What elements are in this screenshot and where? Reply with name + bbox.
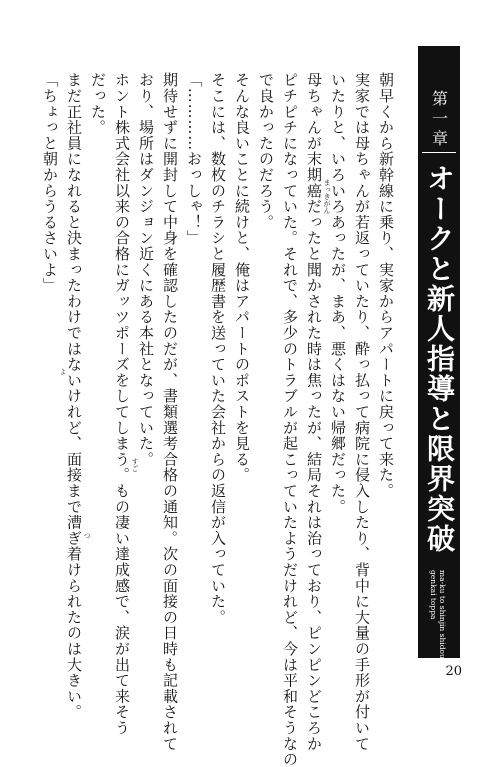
text-column-3: いたりと、いろいろあったが、まあ、悪くはない帰郷だった。: [329, 72, 347, 515]
text-column-4: 母ちゃんが末期癌だったと聞かされた時は焦ったが、結局それは治っており、ピンピンどころか: [305, 72, 323, 752]
chapter-number: 第一章: [429, 90, 449, 150]
chapter-romaji-line1: ma-ku to shinjin shidou to: [438, 570, 447, 669]
text-column-2: 実家では母ちゃんが若返っていたり、酔っ払って病院に侵入したり、背中に大量の手形が付いて: [353, 72, 371, 752]
ruby-gan: がん: [323, 200, 331, 214]
chapter-banner: [418, 46, 460, 669]
chapter-romaji-line2: genkai toppa: [429, 570, 438, 620]
page-number: 20: [445, 664, 462, 679]
ruby-tsu: つ: [83, 532, 91, 539]
text-column-11: おり、場所はダンジョン近くにある本社となっていた。: [137, 72, 155, 467]
text-column-5: ピチピチになっていた。それで、多少のトラブルが起こっていたようだけれど、今は平和そうなの: [281, 72, 299, 767]
ruby-yo: よ: [59, 368, 67, 375]
chapter-title: オークと新人指導と限界突破: [423, 164, 456, 554]
text-column-8: そこには、数枚のチラシと履歴書を送っていた会社からの返信が入っていた。: [209, 72, 227, 625]
text-column-12: ホント株式会社以来の合格にガッツポーズをしてしまう。もの凄い達成感で、涙が出て来そう: [113, 72, 131, 736]
text-column-14: まだ正社員になれると決まったわけではないけれど、面接まで漕ぎ着けられたのは大きい。: [65, 72, 83, 720]
text-column-15: 「ちょっと朝からうるさいよ」: [41, 72, 59, 294]
text-column-13: だった。: [89, 72, 107, 136]
text-column-7: そんな良いことに続けと、俺はアパートのポストを見る。: [233, 72, 251, 483]
text-column-1: 朝早くから新幹線に乗り、実家からアパートに戻って来た。: [377, 72, 395, 499]
text-column-6: で良かったのだろう。: [257, 72, 275, 230]
ruby-sugo: すご: [131, 458, 139, 472]
text-column-9: 「…………おっしゃ！」: [185, 72, 203, 246]
banner-divider: [422, 152, 456, 153]
text-column-10: 期待せずに開封して中身を確認したのだが、書類選考合格の通知。次の面接の日時も記載されて: [161, 72, 179, 752]
ruby-makki: まっき: [323, 179, 331, 200]
